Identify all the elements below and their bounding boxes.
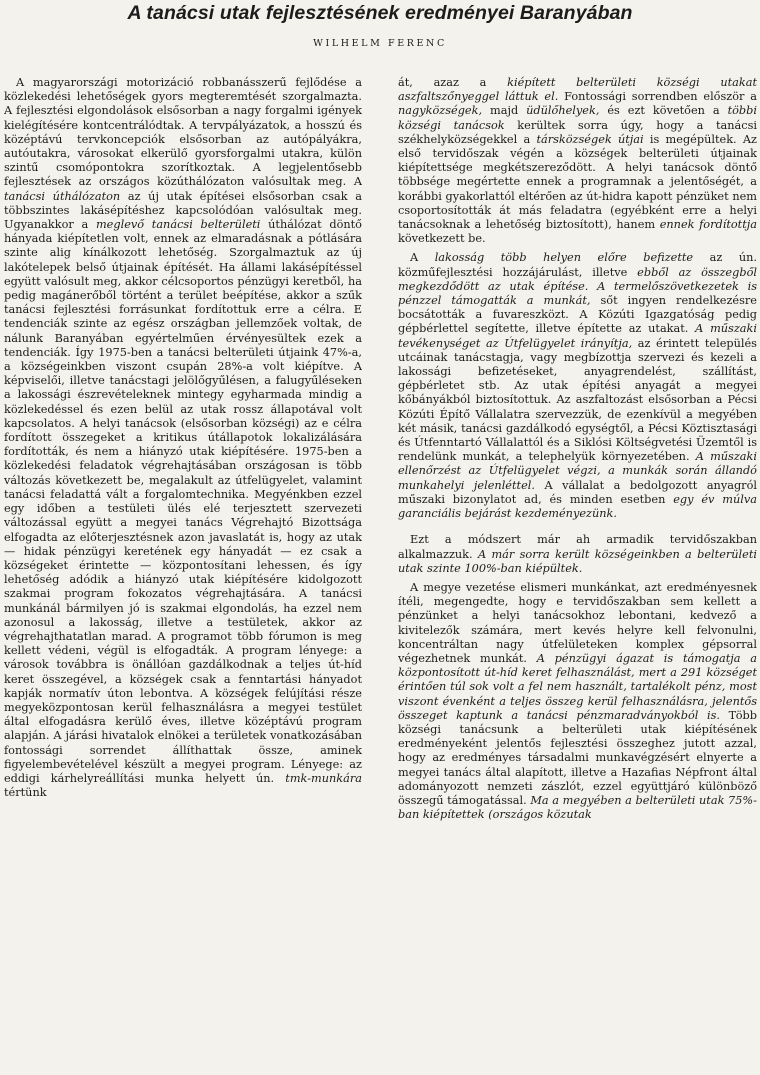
italic-text-run: kiépített belterületi községi utakat aszfaltszőnyeggel láttuk el. — [398, 76, 757, 104]
text-run: Több községi tanácsunk a belterületi utak kiépítésének eredményeként jelentős fejlesztési összeghez jutott azzal, hogy az eredményes társadalmi munkavégzésért elnyerte a megyei tanács által alapított, illetve a Hazafias Népfront által adományozott nemzeti zászlót, ezzel együttjáró különböző összegű támogatással. — [398, 708, 757, 807]
italic-text-run: Ma a megyében a belterületi utak 75%-ban kiépítettek (országos közutak — [398, 793, 757, 822]
italic-text-run: A pénzügyi ágazat is támogatja a központosított út-híd keret felhasználást, mert a 291 községet érintően túl sok volt a fel nem használt, tartalékolt pénz, most viszont évenként a teljes összeg kerül felhasználásra, jelentős összeget kaptunk a tanácsi pénzmaradványokból is. — [398, 651, 757, 722]
italic-text-run: többi községi tanácsok — [398, 104, 757, 132]
text-run: sőt ingyen rendelkezésre bocsátották a fuvareszközt. A Közúti Igazgatóság pedig gépbérlettel segítette, illetve építette az utakat. — [398, 294, 757, 336]
article-title: A tanácsi utak fejlesztésének eredményei Baranyában — [127, 2, 633, 24]
text-run: következett be. — [398, 232, 486, 246]
text-run: A magyarországi motorizáció robbanásszerű fejlődése a közlekedési lehetőségek gyors megteremtését szorgalmazta. A fejlesztési elgondolások elsősorban a nagy forgalmi igények kielégítésére kontcentrálódtak. A tervpályázatok, a hosszú és középtávú tervkoncepciók elsősorban az autópályákra, autóutakra, városokat elkerülő gyorsforgalmi utakra, külön szintű csomópontokra szorítkoztak. A legjelentősebb fejlesztések az országos közúthálózaton valósultak meg. A — [4, 76, 362, 189]
text-run: A vállalat a bedolgozott anyagról műszaki bizonylatot ad, és minden esetben — [398, 478, 757, 506]
paragraph — [4, 76, 362, 800]
left-column — [4, 76, 362, 1071]
italic-text-run: nagyközségek, — [398, 104, 483, 118]
paragraph — [398, 76, 757, 246]
italic-text-run: üdülőhelyek, — [526, 104, 600, 118]
italic-text-run: tmk-munkára — [285, 771, 362, 785]
paragraph — [398, 581, 757, 822]
italic-text-run: egy év múlva garanciális bejárást kezdeményezünk. — [398, 492, 757, 521]
italic-text-run: ebből az összegből megkezdődött az utak építése. A termelőszövetkezetek is pénzzel támogatták a munkát, — [398, 265, 757, 308]
text-run: az érintett település utcáinak tanácstagja, vagy megbízottja szervezi és kezeli a lakossági befizetéseket, anyagrendelést, szállítást, gépbérletet stb. Az utak építési anyagát a megyei kőbányákból biztosítottuk. Az aszfaltozást elsősorban a Pécsi Közúti Építő Vállalatra szervezzük, de ezenkívül a megyében két másik, tanácsi gazdálkodó egységtől, a Pécsi Köztisztasági és Útfenntartó Vállalattól és a Siklósi Költségvetési Üzemtől is rendelünk munkát, a telephelyük környezetében. — [398, 336, 757, 464]
italic-text-run: A műszaki tevékenységet az Útfelügyelet irányítja, — [398, 322, 757, 350]
italic-text-run: A már sorra került községeinkben a belterületi utak szinte 100%-ban kiépültek. — [398, 547, 757, 575]
text-run: úthálózat döntő hányada kiépítetlen volt, ennek az elmaradásnak a pótlására szinte alig kínálkozott lehetőség. Szorgalmaztuk az új lakótelepek belső útjainak építését. Ha állami lakásépítéssel együtt valósult meg, akkor célcsoportos pénzügyi keretből, ha pedig magánerőből történt a terület beépítése, akkor a szűk tanácsi fejlesztési forrásunkat fordítottuk erre a célra. E tendenciák szinte az egész országban jellemzőek voltak, de nálunk Baranyában egyértelműen érvényesültek ezek a tendenciák. Így 1975-ben a tanácsi belterületi útjaink 47%-a, a községeinkben viszont csupán 28%-a volt kiépítve. A képviselői, illetve tanácstagi jelölőgyűlésen, a falugyűléseken a lakossági észrevételeknek mintegy egyharmada mindig a közlekedéssel és ezen belül az utak rossz állapotával volt kapcsolatos. A helyi tanácsok (elsősorban községi) az e célra fordított összegeket a kritikus útállapotok lokalizálására fordították, és nem a hiányzó utak kiépítésére. 1975-ben a közlekedési feladatok végrehajtásában országosan is több változás következett be, megalakult az útfelügyelet, valamint tanácsi feladattá vált a forgalomtechnika. Megyénkben ezzel egy időben a testületi ülés elé terjesztett szervezeti változással együtt a megyei tanács Végrehajtó Bizottsága elfogadta az előterjesztésnek azon javaslatát is, hogy az utak — hidak pénzügyi keretének egy hányadát — ez csak a községeket érintette — központosítani lehessen, és így lehetőség adódik a hiányzó utak kiépítésére kidolgozott szakmai program fokozatos végrehajtására. A tanácsi munkánál bármilyen jó is szakmai elgondolás, ha ezzel nem azonosul a lakosság, illetve a testületek, akkor az végrehajthatatlan marad. A programot több fórumon is meg kellett védeni, végül is elfogadták. A program lényege: a városok továbbra is önállóan gazdálkodnak a teljes út-híd keret összegével, a községek csak a fenntartási hányadot kapják normatív úton lebontva. A községek felújítási része megyeközpontosan kerül felhasználásra a megyei testület által elfogadásra kerülő éves, illetve középtávú program alapján. A járási hivatalok elnökei a területek vonatkozásában fontossági sorrendet állíthattak össze, aminek figyelembevételével készült a megyei program. Lényege: az eddigi kárhelyreállítási munka helyett ún. — [4, 218, 362, 785]
right-column — [398, 76, 757, 1071]
italic-text-run: meglevő tanácsi belterületi — [95, 218, 261, 232]
text-run: kerültek sorra úgy, hogy a tanácsi székhelyközségekkel a — [398, 118, 757, 146]
text-run: az ún. közműfejlesztési hozzájárulást, illetve — [398, 251, 757, 279]
italic-text-run: tanácsi úthálózaton — [4, 189, 121, 203]
paragraph — [398, 533, 757, 576]
italic-text-run: A műszaki ellenőrzést az Útfelügyelet végzi, a munkák során állandó munkahelyi jelenléttel. — [398, 450, 757, 492]
text-run: Ezt a módszert már ah armadik tervidőszakban alkalmazzuk. — [398, 533, 757, 561]
article-author: WILHELM FERENC — [313, 38, 447, 49]
italic-text-run: társközségek útjai — [536, 132, 644, 146]
text-run: A megye vezetése elismeri munkánkat, azt eredményesnek ítéli, megengedte, hogy e tervidőszakban sem kellett a pénzünket a helyi tanácsokhoz lebontani, kedvező a kivitelezők számára, mert kevés helyre kell felvonulni, koncentráltan nagy útfelületeken komplex gépsorral végezhetnek munkát. — [398, 580, 757, 665]
text-run: át, azaz a — [398, 76, 508, 89]
italic-text-run: ennek fordítottja — [659, 218, 757, 232]
text-run: A — [410, 251, 435, 265]
italic-text-run: lakosság több helyen előre befizette — [434, 251, 694, 265]
text-run: és ezt követően a — [599, 104, 728, 118]
paragraph — [398, 251, 757, 521]
text-run: majd — [482, 104, 527, 118]
text-run: az új utak építései elsősorban csak a többszintes lakásépítéshez kapcsolódóan valósultak meg. Ugyanakkor a — [4, 189, 362, 232]
text-run: is megépültek. Az első tervidőszak végén a községek belterületi útjainak kiépítettsége megkétszereződött. A helyi tanácsok döntő többsége megértette ennek a programnak a jelentőségét, a korábbi gyakorlattól eltérően az út-hidra kapott pénzüket nem csoportosították át más feladatra (egyébként erre a helyi tanácsoknak a lehetőség biztosított), hanem — [398, 132, 757, 232]
text-run: tértünk — [4, 786, 47, 800]
text-run: Fontossági sorrendben először a — [558, 90, 757, 104]
